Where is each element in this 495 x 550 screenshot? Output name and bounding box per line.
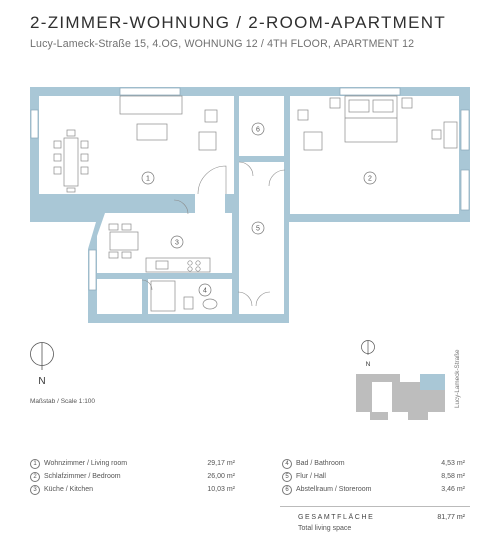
legend-label-4: Bad / Bathroom — [296, 459, 345, 467]
legend-number-6: 6 — [282, 485, 292, 495]
legend-area-4: 4,53 m² — [441, 459, 465, 467]
site-courtyard — [372, 382, 392, 412]
legend-label-1: Wohnzimmer / Living room — [44, 459, 128, 467]
legend-label-3: Küche / Kitchen — [44, 485, 94, 493]
room-number-1: 1 — [146, 175, 150, 183]
legend-number-1: 1 — [30, 459, 40, 469]
room-number-6: 6 — [256, 126, 260, 134]
total-label: GESAMTFLÄCHE — [298, 514, 375, 521]
compass — [28, 340, 60, 388]
scale-label: Maßstab / Scale 1:100 — [30, 398, 96, 405]
legend-label-5: Flur / Hall — [296, 472, 326, 480]
legend-label-2: Schlafzimmer / Bedroom — [44, 472, 121, 480]
total-sublabel: Total living space — [298, 525, 352, 532]
site-apartment-highlight — [420, 374, 445, 390]
legend-number-5: 5 — [282, 472, 292, 482]
legend-number-2: 2 — [30, 472, 40, 482]
legend-number-4: 4 — [282, 459, 292, 469]
compass-north-label: N — [38, 376, 46, 387]
street-label: Lucy-Lameck-Straße — [454, 349, 461, 408]
legend-area-2: 26,00 m² — [207, 472, 235, 480]
total-area: 81,77 m² — [437, 514, 465, 521]
total-divider — [280, 506, 470, 507]
legend-number-3: 3 — [30, 485, 40, 495]
site-plan — [348, 338, 458, 428]
site-north-label: N — [365, 361, 371, 368]
legend-label-6: Abstellraum / Storeroom — [296, 485, 372, 493]
room-number-4: 4 — [203, 287, 207, 295]
page-subtitle: Lucy-Lameck-Straße 15, 4.OG, WOHNUNG 12 / 4TH FLOOR, APARTMENT 12 — [30, 38, 415, 50]
legend-area-1: 29,17 m² — [207, 459, 235, 467]
legend-area-3: 10,03 m² — [207, 485, 235, 493]
room-number-2: 2 — [368, 175, 372, 183]
room-number-3: 3 — [175, 239, 179, 247]
page-title: 2-ZIMMER-WOHNUNG / 2-ROOM-APARTMENT — [30, 13, 447, 32]
legend-area-5: 8,58 m² — [441, 472, 465, 480]
room-number-5: 5 — [256, 225, 260, 233]
legend-area-6: 3,46 m² — [441, 485, 465, 493]
